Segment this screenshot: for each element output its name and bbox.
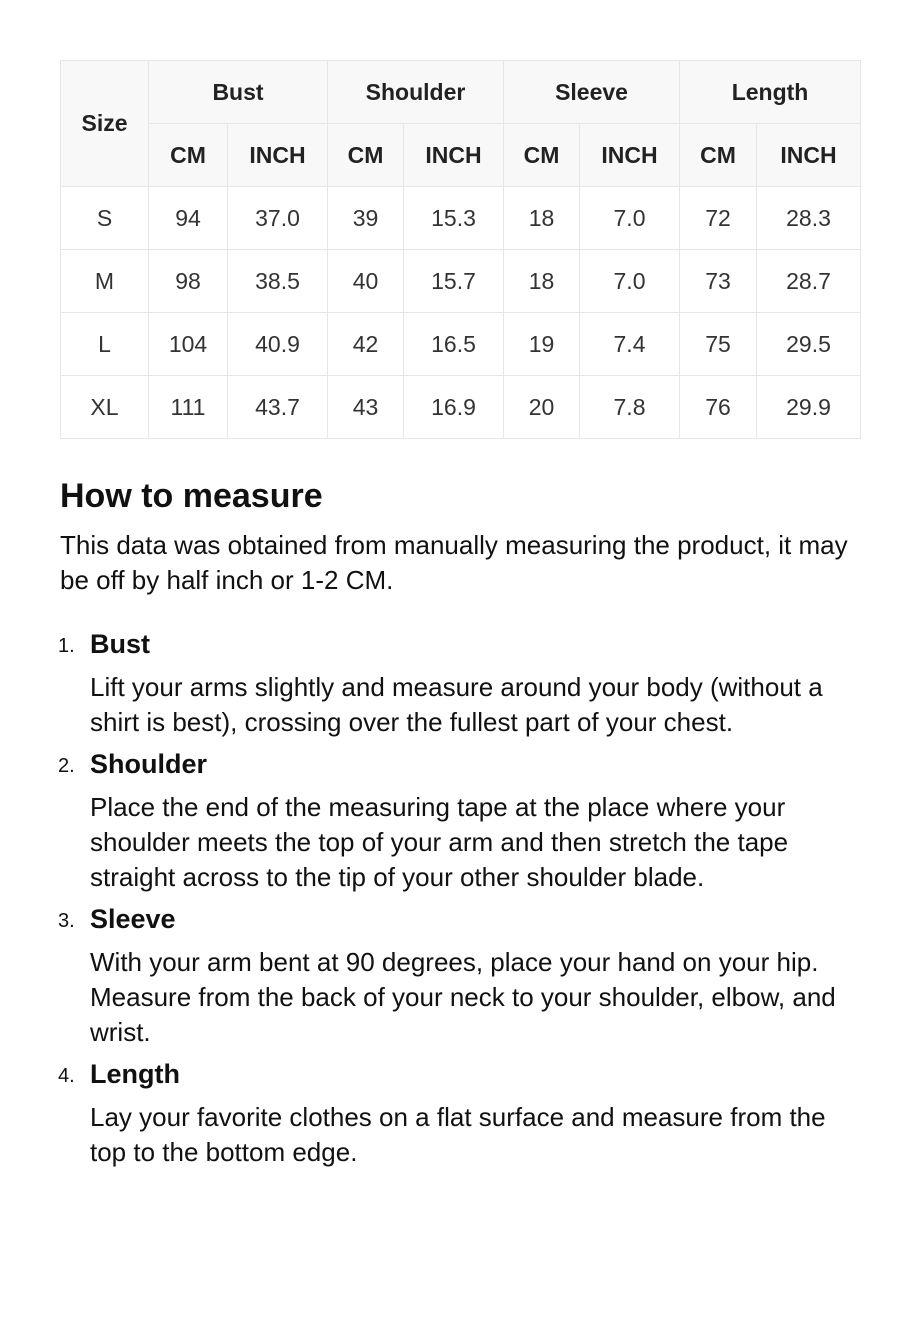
- table-cell: 39: [328, 187, 404, 250]
- table-cell: 29.5: [757, 313, 861, 376]
- table-cell: 43.7: [228, 376, 328, 439]
- table-cell: 104: [149, 313, 228, 376]
- table-cell: 73: [680, 250, 757, 313]
- table-row: [61, 376, 861, 439]
- sleeve-group-header: Sleeve: [504, 61, 680, 124]
- table-cell: 37.0: [228, 187, 328, 250]
- unit-header-cm: CM: [149, 124, 228, 187]
- step-number: 3.: [58, 910, 75, 932]
- table-cell: 20: [504, 376, 580, 439]
- table-cell: 16.9: [404, 376, 504, 439]
- list-item: [60, 903, 860, 1050]
- size-cell: S: [61, 187, 149, 250]
- table-cell: 7.4: [580, 313, 680, 376]
- size-cell: M: [61, 250, 149, 313]
- intro-text: This data was obtained from manually measuring the product, it may be off by half inch or 1-2 CM.: [60, 530, 848, 595]
- step-description: With your arm bent at 90 degrees, place your hand on your hip. Measure from the back of your neck to your shoulder, elbow, and wrist.: [90, 947, 836, 1047]
- unit-header-inch: INCH: [757, 124, 861, 187]
- table-cell: 43: [328, 376, 404, 439]
- how-to-measure-heading: How to measure: [60, 477, 323, 515]
- step-description: Lift your arms slightly and measure around your body (without a shirt is best), crossing over the fullest part of your chest.: [90, 672, 823, 737]
- table-cell: 111: [149, 376, 228, 439]
- step-title: Bust: [90, 629, 150, 659]
- table-cell: 28.7: [757, 250, 861, 313]
- table-row: [61, 313, 861, 376]
- unit-header-inch: INCH: [580, 124, 680, 187]
- size-chart-table: [60, 60, 861, 439]
- shoulder-group-header: Shoulder: [328, 61, 504, 124]
- table-cell: 29.9: [757, 376, 861, 439]
- step-description: Place the end of the measuring tape at the place where your shoulder meets the top of your arm and then stretch the tape straight across to the tip of your other shoulder blade.: [90, 792, 789, 892]
- table-cell: 19: [504, 313, 580, 376]
- table-cell: 15.7: [404, 250, 504, 313]
- table-cell: 40.9: [228, 313, 328, 376]
- table-header-row: [61, 61, 861, 124]
- measure-steps-list: [60, 628, 860, 1170]
- table-cell: 42: [328, 313, 404, 376]
- size-guide-page: [60, 60, 860, 1178]
- table-cell: 18: [504, 250, 580, 313]
- list-item: [60, 628, 860, 740]
- step-number: 4.: [58, 1065, 75, 1087]
- table-cell: 72: [680, 187, 757, 250]
- table-cell: 7.0: [580, 187, 680, 250]
- unit-header-cm: CM: [328, 124, 404, 187]
- step-title: Length: [90, 1059, 180, 1089]
- table-cell: 76: [680, 376, 757, 439]
- size-cell: L: [61, 313, 149, 376]
- step-title: Shoulder: [90, 749, 208, 779]
- table-row: [61, 250, 861, 313]
- table-row: [61, 187, 861, 250]
- unit-header-cm: CM: [680, 124, 757, 187]
- unit-header-inch: INCH: [404, 124, 504, 187]
- table-cell: 7.8: [580, 376, 680, 439]
- table-cell: 15.3: [404, 187, 504, 250]
- unit-header-cm: CM: [504, 124, 580, 187]
- table-cell: 75: [680, 313, 757, 376]
- step-number: 2.: [58, 755, 75, 777]
- table-cell: 18: [504, 187, 580, 250]
- table-cell: 94: [149, 187, 228, 250]
- table-unit-row: [61, 124, 861, 187]
- unit-header-inch: INCH: [228, 124, 328, 187]
- bust-group-header: Bust: [149, 61, 328, 124]
- table-cell: 7.0: [580, 250, 680, 313]
- step-number: 1.: [58, 635, 75, 657]
- table-cell: 28.3: [757, 187, 861, 250]
- table-cell: 98: [149, 250, 228, 313]
- list-item: [60, 1058, 860, 1170]
- table-cell: 16.5: [404, 313, 504, 376]
- table-cell: 40: [328, 250, 404, 313]
- table-cell: 38.5: [228, 250, 328, 313]
- size-cell: XL: [61, 376, 149, 439]
- size-column-header: Size: [61, 61, 149, 187]
- length-group-header: Length: [680, 61, 861, 124]
- list-item: [60, 748, 860, 895]
- step-title: Sleeve: [90, 904, 176, 934]
- step-description: Lay your favorite clothes on a flat surface and measure from the top to the bottom edge.: [90, 1102, 826, 1167]
